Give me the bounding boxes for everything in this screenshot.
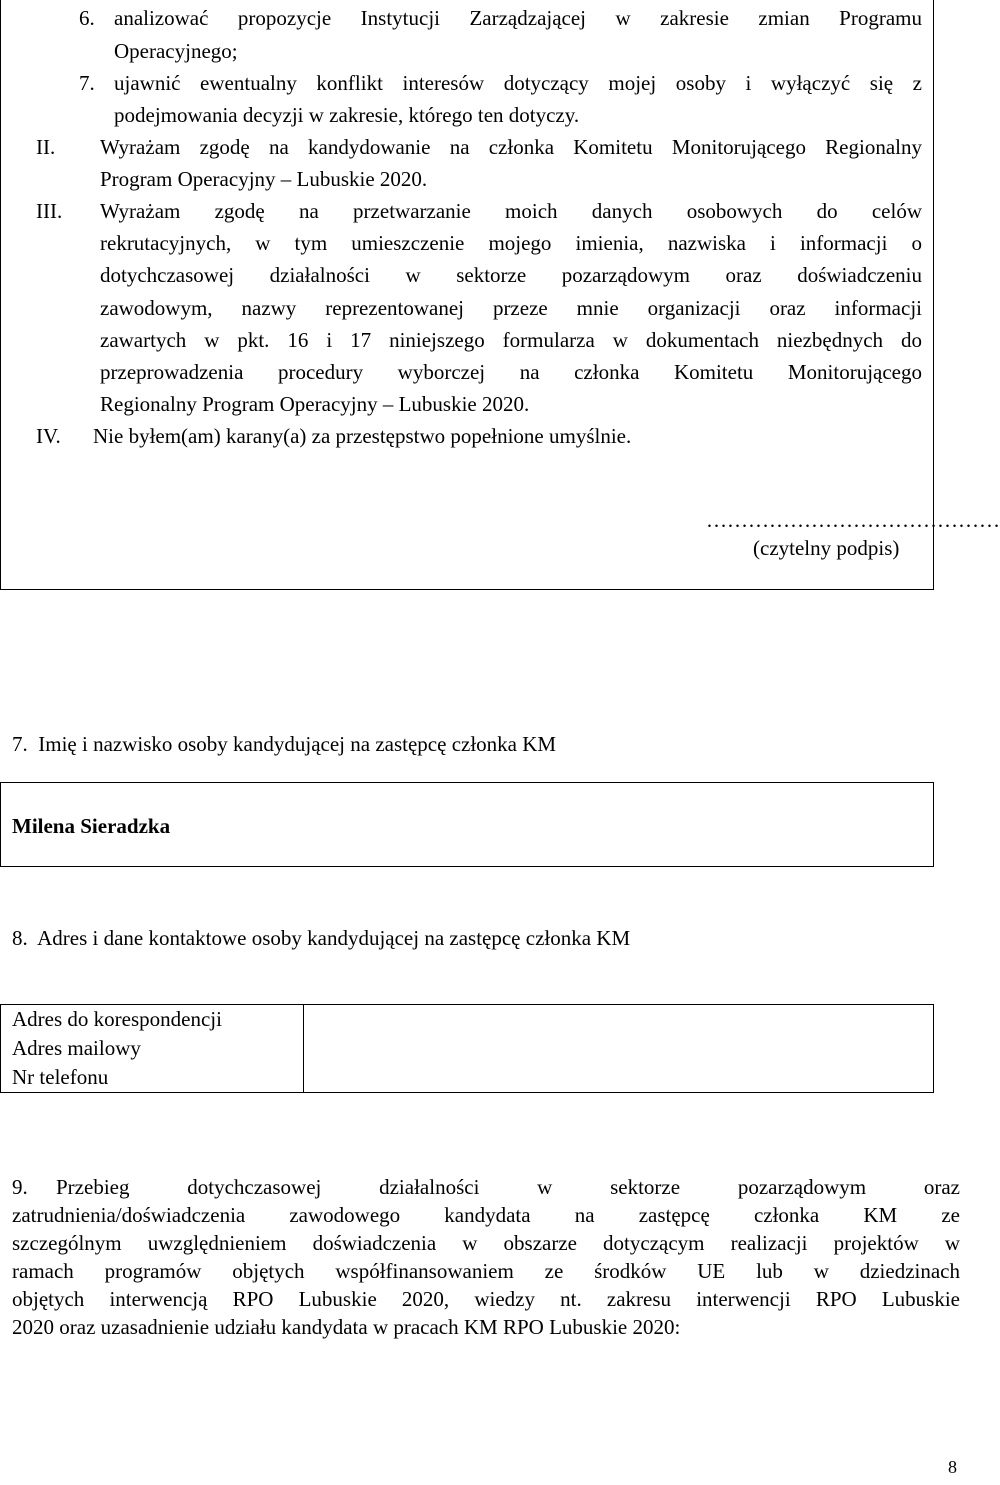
roman-3-line-7: Regionalny Program Operacyjny – Lubuskie 2020. bbox=[100, 392, 530, 416]
section-9-line-5: objętych interwencją RPO Lubuskie 2020, wiedzy nt. zakresu interwencji RPO Lubuskie bbox=[12, 1287, 960, 1311]
section-9-line-4: ramach programów objętych współfinansowaniem ze środków UE lub w dziedzinach bbox=[12, 1259, 960, 1283]
address-label: Adres do korespondencji bbox=[12, 1007, 222, 1031]
contact-table bbox=[0, 1004, 934, 1093]
contact-values-cell[interactable] bbox=[304, 1005, 934, 1093]
section-8-heading: 8. Adres i dane kontaktowe osoby kandydującej na zastępcę członka KM bbox=[12, 926, 631, 950]
section-9-line-2: zatrudnienia/doświadczenia zawodowego kandydata na zastępcę członka KM ze bbox=[12, 1203, 960, 1227]
roman-3-line-5: zawartych w pkt. 16 i 17 niniejszego formularza w dokumentach niezbędnych do bbox=[100, 328, 922, 352]
roman-4-number: IV. bbox=[36, 424, 61, 448]
roman-2-line-2: Program Operacyjny – Lubuskie 2020. bbox=[100, 167, 428, 191]
roman-4-line-1: Nie byłem(am) karany(a) za przestępstwo popełnione umyślnie. bbox=[93, 424, 632, 448]
section-9-line-6: 2020 oraz uzasadnienie udziału kandydata w pracach KM RPO Lubuskie 2020: bbox=[12, 1315, 681, 1339]
section-9-number: 9. bbox=[12, 1175, 28, 1199]
signature-label: (czytelny podpis) bbox=[753, 536, 900, 560]
roman-3-line-2: rekrutacyjnych, w tym umieszczenie mojego imienia, nazwiska i informacji o bbox=[100, 231, 922, 255]
roman-3-line-4: zawodowym, nazwy reprezentowanej przeze mnie organizacji oraz informacji bbox=[100, 296, 922, 320]
section-7-heading: 7. Imię i nazwisko osoby kandydującej na zastępcę członka KM bbox=[12, 732, 557, 756]
contact-labels-cell bbox=[1, 1005, 304, 1093]
item-6-number: 6. bbox=[79, 6, 95, 30]
section-9-line-1: Przebieg dotychczasowej działalności w sektorze pozarządowym oraz bbox=[56, 1175, 960, 1199]
item-7-number: 7. bbox=[79, 71, 95, 95]
email-label: Adres mailowy bbox=[12, 1036, 141, 1060]
roman-2-line-1: Wyrażam zgodę na kandydowanie na członka Komitetu Monitorującego Regionalny bbox=[100, 135, 922, 159]
roman-3-line-3: dotychczasowej działalności w sektorze pozarządowym oraz doświadczeniu bbox=[100, 263, 922, 287]
item-7-line-2: podejmowania decyzji w zakresie, którego ten dotyczy. bbox=[114, 103, 580, 127]
roman-2-number: II. bbox=[36, 135, 56, 159]
section-9-line-3: szczególnym uwzględnieniem doświadczenia w obszarze dotyczącym realizacji projektów w bbox=[12, 1231, 960, 1255]
page-number: 8 bbox=[948, 1457, 957, 1477]
signature-dots: …………………………………… bbox=[706, 508, 1000, 532]
item-6-line-2: Operacyjnego; bbox=[114, 39, 238, 63]
roman-3-line-1: Wyrażam zgodę na przetwarzanie moich danych osobowych do celów bbox=[100, 199, 922, 223]
roman-3-number: III. bbox=[36, 199, 63, 223]
candidate-name-value: Milena Sieradzka bbox=[12, 814, 171, 838]
item-6-line-1: analizować propozycje Instytucji Zarządzającej w zakresie zmian Programu bbox=[114, 6, 922, 30]
phone-label: Nr telefonu bbox=[12, 1065, 109, 1089]
item-7-line-1: ujawnić ewentualny konflikt interesów dotyczący mojej osoby i wyłączyć się z bbox=[114, 71, 922, 95]
roman-3-line-6: przeprowadzenia procedury wyborczej na członka Komitetu Monitorującego bbox=[100, 360, 922, 384]
